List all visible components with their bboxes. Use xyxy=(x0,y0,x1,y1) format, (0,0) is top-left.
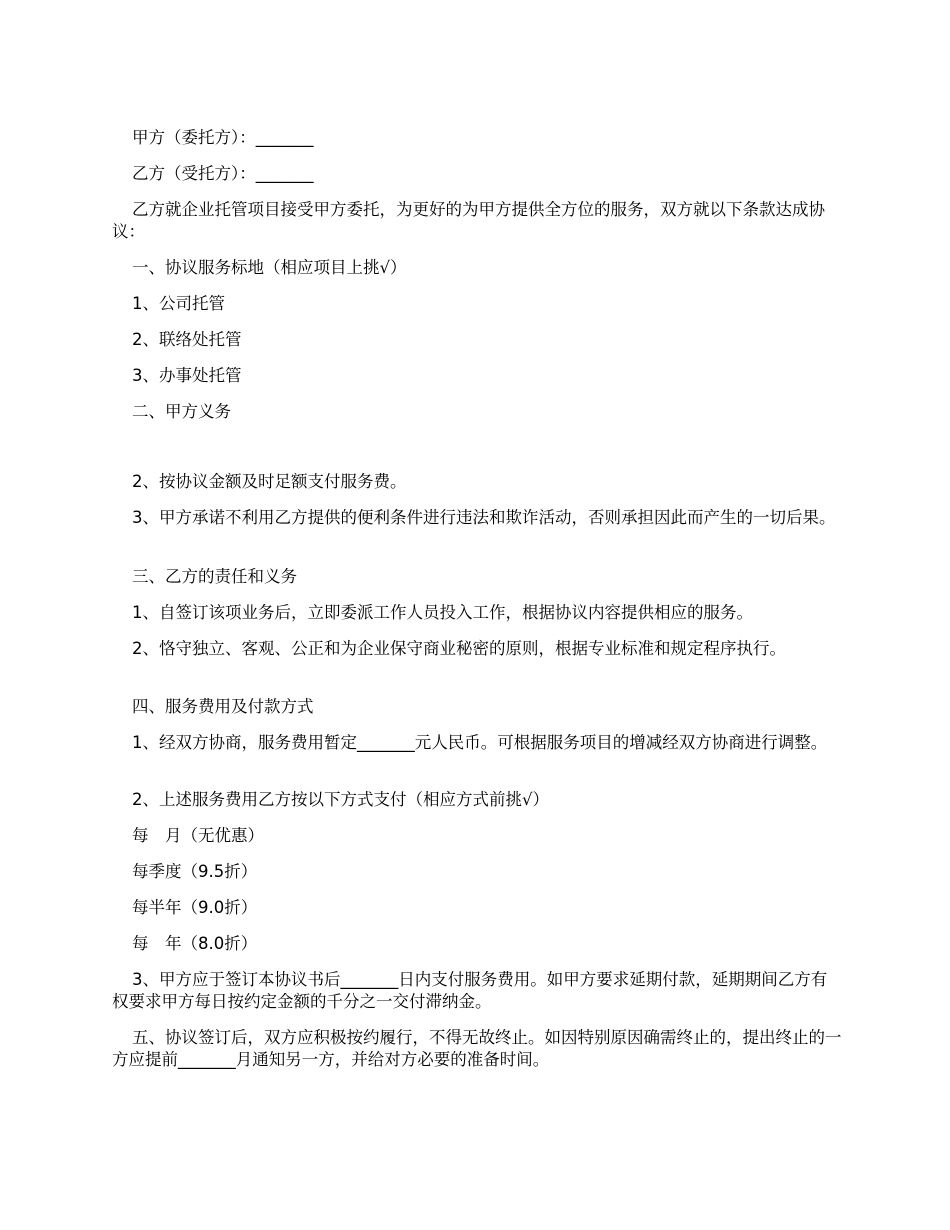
section-3-item-1: 1、自签订该项业务后，立即委派工作人员投入工作，根据协议内容提供相应的服务。 xyxy=(132,603,753,622)
section-1-item-2: 2、联络处托管 xyxy=(132,330,242,349)
section-4-item-1: 1、经双方协商，服务费用暂定_______元人民币。可根据服务项目的增减经双方协商进行调整。 xyxy=(132,733,828,752)
section-1-item-1: 1、公司托管 xyxy=(132,294,225,313)
section-3-heading: 三、乙方的责任和义务 xyxy=(132,567,297,586)
section-3-item-2: 2、恪守独立、客观、公正和为企业保守商业秘密的原则，根据专业标准和规定程序执行。 xyxy=(132,639,786,658)
section-4-item-3: 3、甲方应于签订本协议书后_______日内支付服务费用。如甲方要求延期付款，延期期间乙方有权要求甲方每日按约定金额的千分之一交付滞纳金。 xyxy=(112,970,828,1011)
section-1-heading: 一、协议服务标地（相应项目上挑√） xyxy=(132,258,407,277)
section-4-item-2: 2、上述服务费用乙方按以下方式支付（相应方式前挑√） xyxy=(132,790,550,809)
payment-option-yearly: 每 年（8.0折） xyxy=(132,934,258,953)
section-2-item-3: 3、甲方承诺不利用乙方提供的便利条件进行违法和欺诈活动，否则承担因此而产生的一切后果。 xyxy=(132,508,836,527)
section-5-paragraph: 五、协议签订后，双方应积极按约履行，不得无故终止。如因特别原因确需终止的，提出终止的一方应提前_______月通知另一方，并给对方必要的准备时间。 xyxy=(112,1028,842,1069)
section-2-item-2: 2、按协议金额及时足额支付服务费。 xyxy=(132,472,407,491)
payment-option-quarterly: 每季度（9.5折） xyxy=(132,862,258,881)
party-b-line: 乙方（受托方）：_______ xyxy=(132,164,314,183)
section-4-heading: 四、服务费用及付款方式 xyxy=(132,697,314,716)
intro-paragraph: 乙方就企业托管项目接受甲方委托，为更好的为甲方提供全方位的服务，双方就以下条款达成协议： xyxy=(112,200,825,241)
party-a-line: 甲方（委托方）：_______ xyxy=(132,128,314,147)
section-1-item-3: 3、办事处托管 xyxy=(132,366,242,385)
payment-option-half-year: 每半年（9.0折） xyxy=(132,898,258,917)
payment-option-monthly: 每 月（无优惠） xyxy=(132,826,264,845)
section-2-heading: 二、甲方义务 xyxy=(132,402,231,421)
